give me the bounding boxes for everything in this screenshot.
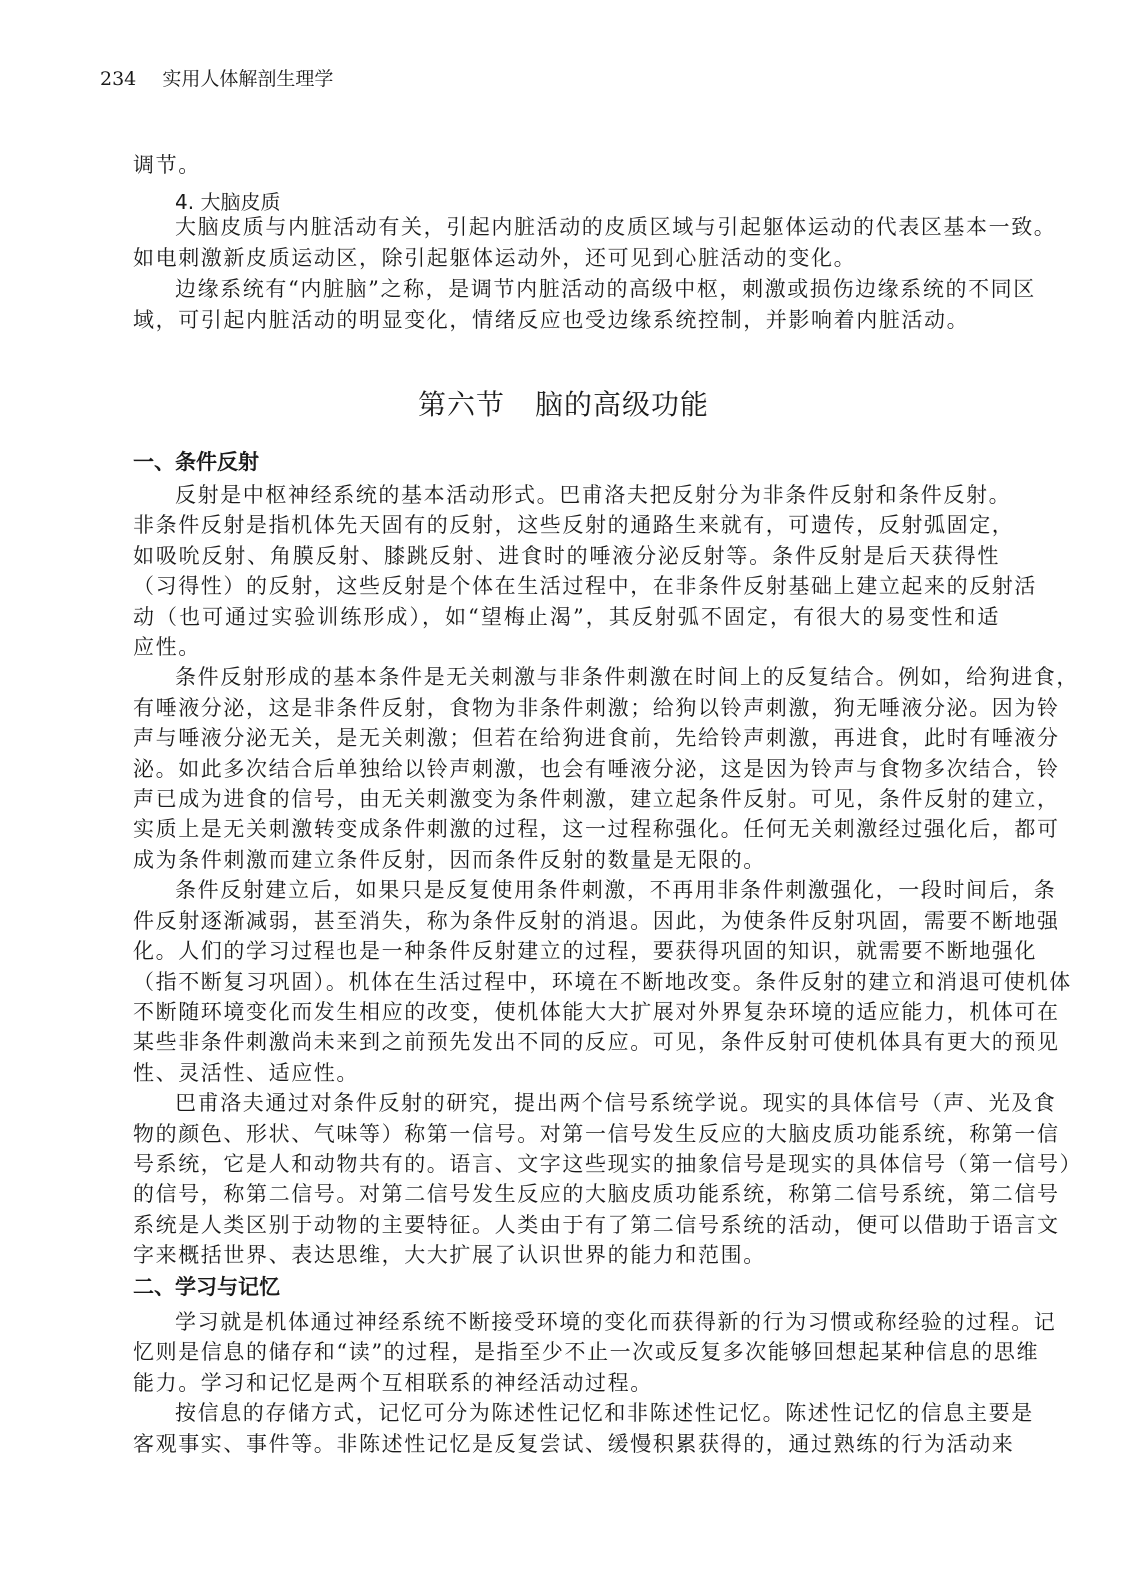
text-line: 客观事实、事件等。非陈述性记忆是反复尝试、缓慢积累获得的，通过熟练的行为活动来 [133,1431,1015,1456]
text-line: 如电刺激新皮质运动区，除引起躯体运动外，还可见到心脏活动的变化。 [133,246,857,270]
text-line: 系统是人类区别于动物的主要特征。人类由于有了第二信号系统的活动，便可以借助于语言文 [133,1212,1060,1237]
heading-conditioned-reflex: 一、条件反射 [133,450,259,474]
paragraph [133,1088,1083,1270]
paragraph [133,212,1057,274]
text-line: 号系统，它是人和动物共有的。语言、文字这些现实的抽象信号是现实的具体信号（第一信号） [133,1151,1083,1176]
text-line: 件反射逐渐减弱，甚至消失，称为条件反射的消退。因此，为使条件反射巩固，需要不断地强 [133,908,1060,933]
text-line: 大脑皮质与内脏活动有关，引起内脏活动的皮质区域与引起躯体运动的代表区基本一致。 [175,215,1057,239]
text-line: 如吸吮反射、角膜反射、膝跳反射、进食时的唾液分泌反射等。条件反射是后天获得性 [133,543,1000,568]
book-title: 实用人体解剖生理学 [162,68,334,90]
text-line: 声已成为进食的信号，由无关刺激变为条件刺激，建立起条件反射。可见，条件反射的建立， [133,787,1060,812]
paragraph [133,875,1072,1088]
text-line: 性、灵活性、适应性。 [133,1060,359,1085]
paragraph [133,274,1036,336]
text-line: 实质上是无关刺激转变成条件刺激的过程，这一过程称强化。任何无关刺激经过强化后，都可 [133,817,1060,842]
text-line: 不断随环境变化而发生相应的改变，使机体能大大扩展对外界复杂环境的适应能力，机体可在 [133,999,1060,1024]
text-line: 条件反射建立后，如果只是反复使用条件刺激，不再用非条件刺激强化，一段时间后，条 [175,878,1057,903]
text-line: 的信号，称第二信号。对第二信号发生反应的大脑皮质功能系统，称第二信号系统，第二信号 [133,1182,1060,1207]
continued-line: 调节。 [133,153,201,177]
text-line: 泌。如此多次结合后单独给以铃声刺激，也会有唾液分泌，这是因为铃声与食物多次结合，铃 [133,756,1060,781]
subheading-cerebral-cortex: 4. 大脑皮质 [175,190,281,214]
text-line: 声与唾液分泌无关，是无关刺激；但若在给狗进食前，先给铃声刺激，再进食，此时有唾液分 [133,726,1060,751]
text-line: 按信息的存储方式，记忆可分为陈述性记忆和非陈述性记忆。陈述性记忆的信息主要是 [175,1401,1034,1426]
text-line: 化。人们的学习过程也是一种条件反射建立的过程，要获得巩固的知识，就需要不断地强化 [133,939,1037,964]
text-line: 某些非条件刺激尚未来到之前预先发出不同的反应。可见，条件反射可使机体具有更大的预见 [133,1030,1060,1055]
text-line: 成为条件刺激而建立条件反射，因而条件反射的数量是无限的。 [133,847,766,872]
text-line: 边缘系统有“内脏脑”之称，是调节内脏活动的高级中枢，刺激或损伤边缘系统的不同区 [175,277,1036,301]
page-number: 234 [100,68,137,90]
text-line: 忆则是信息的储存和“读”的过程，是指至少不止一次或反复多次能够回想起某种信息的思维 [133,1340,1040,1365]
text-line: 字来概括世界、表达思维，大大扩展了认识世界的能力和范围。 [133,1243,766,1268]
top-paragraphs [133,212,1057,336]
paragraph [133,662,1079,875]
text-line: （指不断复习巩固）。机体在生活过程中，环境在不断地改变。条件反射的建立和消退可使机体 [133,969,1072,994]
part2-paragraphs [133,1307,1057,1459]
text-line: 条件反射形成的基本条件是无关刺激与非条件刺激在时间上的反复结合。例如，给狗进食， [175,665,1079,690]
paragraph [133,1307,1057,1398]
text-line: 巴甫洛夫通过对条件反射的研究，提出两个信号系统学说。现实的具体信号（声、光及食 [175,1091,1057,1116]
section-title-text: 脑的高级功能 [535,388,710,421]
section-number: 第六节 [417,388,505,421]
text-line: 学习就是机体通过神经系统不断接受环境的变化而获得新的行为习惯或称经验的过程。记 [175,1310,1057,1334]
paragraph [133,480,1037,662]
text-line: 反射是中枢神经系统的基本活动形式。巴甫洛夫把反射分为非条件反射和条件反射。 [175,483,1012,507]
text-line: （习得性）的反射，这些反射是个体在生活过程中，在非条件反射基础上建立起来的反射活 [133,574,1037,599]
text-line: 能力。学习和记忆是两个互相联系的神经活动过程。 [133,1370,653,1395]
running-head [100,64,333,94]
text-line: 域，可引起内脏活动的明显变化，情绪反应也受边缘系统控制，并影响着内脏活动。 [133,308,970,332]
text-line: 动（也可通过实验训练形成），如“望梅止渴”，其反射弧不固定，有很大的易变性和适 [133,604,1000,629]
heading-learning-memory: 二、学习与记忆 [133,1275,280,1299]
text-line: 非条件反射是指机体先天固有的反射，这些反射的通路生来就有，可遗传，反射弧固定， [133,513,1015,538]
part1-paragraphs [133,480,1083,1271]
text-line: 物的颜色、形状、气味等）称第一信号。对第一信号发生反应的大脑皮质功能系统，称第一信 [133,1121,1060,1146]
section-title [0,385,1127,425]
text-line: 应性。 [133,635,201,660]
paragraph [133,1398,1034,1459]
text-line: 有唾液分泌，这是非条件反射，食物为非条件刺激；给狗以铃声刺激，狗无唾液分泌。因为铃 [133,695,1060,720]
